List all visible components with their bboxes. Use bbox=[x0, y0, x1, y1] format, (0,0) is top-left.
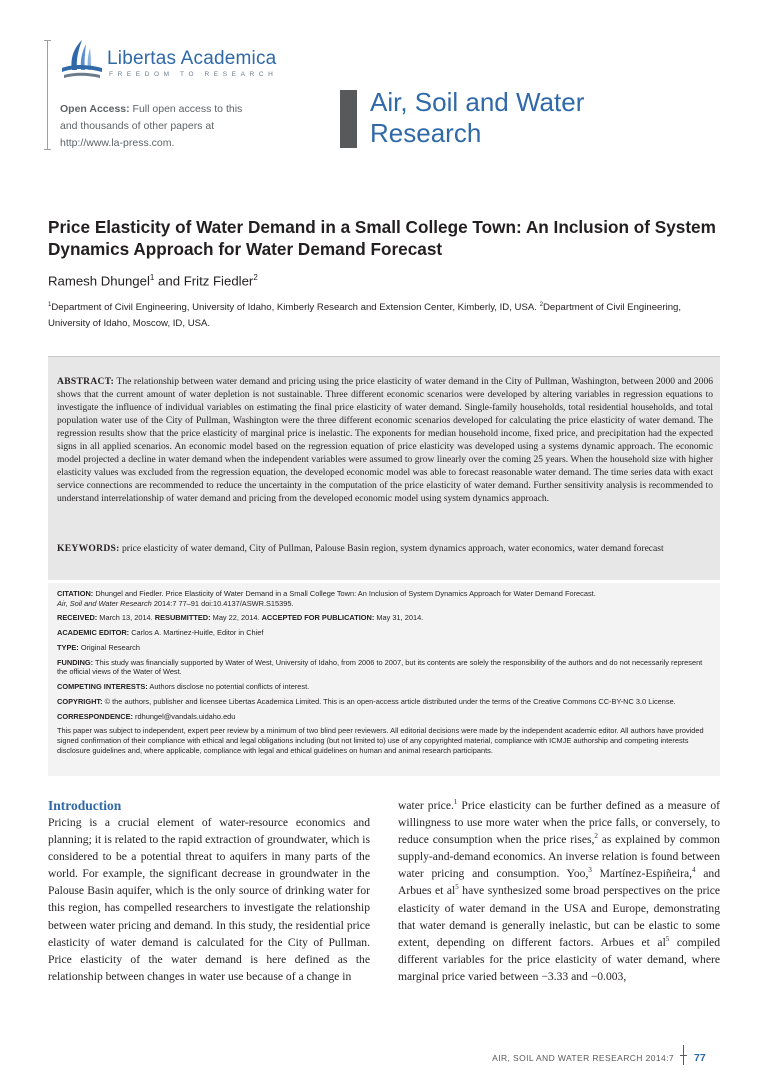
abstract-box bbox=[48, 356, 720, 580]
copyright-label: COPYRIGHT: bbox=[57, 696, 103, 706]
body-text: have synthesized some broad perspectives on the price elasticity of water demand in the USA and Europe, demonstrating that water demand is generally inelastic, but can be elastic to some extent, depending on different factors. Arbues et al bbox=[398, 884, 720, 949]
correspondence-label: CORRESPONDENCE: bbox=[57, 711, 133, 721]
open-access-label: Open Access: bbox=[60, 103, 130, 115]
type-value: Original Research bbox=[78, 642, 140, 652]
body-column-right bbox=[398, 797, 720, 985]
correspondence-value[interactable]: rdhungel@vandals.uidaho.edu bbox=[132, 711, 236, 721]
resubmitted-value: May 22, 2014. bbox=[210, 613, 262, 623]
body-text: compiled different variables for the price elasticity of water demand, where marginal price varied between −3.33 and −0.003, bbox=[398, 935, 721, 983]
reference-mark[interactable]: 5 bbox=[665, 934, 670, 943]
accepted-label: ACCEPTED FOR PUBLICATION: bbox=[261, 613, 375, 623]
footer-journal-ref: AIR, SOIL AND WATER RESEARCH 2014:7 bbox=[492, 1053, 674, 1063]
rule-tick bbox=[44, 149, 51, 150]
section-heading: Introduction bbox=[48, 798, 122, 813]
copyright-value: © the authors, publisher and licensee Libertas Academica Limited. This is an open-access article distributed under the terms of the Creative Commons CC-BY-NC 3.0 License. bbox=[102, 696, 676, 706]
rule-tick bbox=[44, 40, 51, 41]
body-text: Martínez-Espiñeira, bbox=[591, 867, 693, 881]
correspondence-block bbox=[57, 712, 713, 722]
open-access-notice bbox=[60, 101, 260, 152]
received-label: RECEIVED: bbox=[57, 613, 98, 623]
keywords bbox=[57, 542, 713, 555]
received-value: March 13, 2014. bbox=[97, 613, 155, 623]
editor-block bbox=[57, 628, 713, 638]
publisher-name: Libertas Academica bbox=[107, 48, 277, 69]
article-title: Price Elasticity of Water Demand in a Small College Town: An Inclusion of System Dynamics Approach for Water Demand Forecast bbox=[48, 217, 716, 259]
type-block bbox=[57, 643, 713, 653]
header-vertical-rule bbox=[47, 40, 48, 150]
keywords-label: KEYWORDS: bbox=[57, 543, 120, 554]
citation-block bbox=[57, 589, 713, 608]
competing-label: COMPETING INTERESTS: bbox=[57, 682, 148, 692]
reference-mark[interactable]: 5 bbox=[455, 883, 459, 892]
body-text: as explained by common supply-and-demand economics. An inverse relation is found between water pricing and consumption. Yoo, bbox=[398, 833, 720, 881]
author-affil-mark: 2 bbox=[253, 273, 258, 282]
affil-mark: 2 bbox=[539, 302, 543, 308]
affiliations bbox=[48, 297, 722, 332]
journal-title-bar bbox=[340, 90, 357, 148]
footer-rule bbox=[683, 1045, 684, 1065]
copyright-block bbox=[57, 697, 713, 707]
citation-label: CITATION: bbox=[57, 589, 94, 598]
abstract-text: The relationship between water demand and pricing using the price elasticity of water demand in the City of Pullman, Washington, between 2000 and 2006 shows that the current amount of water depletion is not sustainable. Three different economic scenarios were developed by altering variables in regression equations to investigate the influence of individual variables on estimating the final price elasticity of water demand. Single-family households, total residential households, and total population water use of the City of Pullman, Washington were the three different economic scenarios developed for calculating the price elasticity of water demand. The regression results show that the price elasticity of marginal price is inelastic. The exponents for median household income, fixed price, and precipitation had the expected signs in all applied scenarios. An economic model based on the regression equation of price elasticity was developed using a systems dynamic approach. The economic model projected a decline in water demand when the independent variables were assumed to grow linearly over the coming 25 years. When the household size with higher elasticity values was excluded from the regression equation, the developed economic model was able to forecast reasonable water demand. The time series data with exact service connections are recommended to reduce the uncertainty in the computation of the price elasticity of water demand. Further sensitivity analysis is recommended to understand interrelationship of water demand and pricing from the developed economic model using system dynamics approach. bbox=[57, 376, 713, 504]
journal-title: Air, Soil and Water Research bbox=[370, 87, 585, 148]
citation-ref: 2014:7 77–91 doi:10.4137/ASWR.S15395. bbox=[151, 598, 294, 608]
editor-label: ACADEMIC EDITOR: bbox=[57, 628, 130, 638]
author-affil-mark: 1 bbox=[149, 273, 155, 282]
editor-value: Carlos A. Martinez-Huitle, Editor in Chief bbox=[129, 628, 264, 638]
dates-block bbox=[57, 613, 713, 623]
citation-text: Dhungel and Fiedler. Price Elasticity of Water Demand in a Small College Town: An Inclusion of System Dynamics Approach for Water Demand Forecast. bbox=[93, 589, 596, 598]
article-info-box bbox=[48, 583, 720, 776]
page-number: 77 bbox=[694, 1052, 706, 1064]
type-label: TYPE: bbox=[57, 642, 79, 652]
competing-block bbox=[57, 682, 713, 692]
citation-journal: Air, Soil and Water Research bbox=[57, 598, 152, 608]
reference-mark[interactable]: 3 bbox=[588, 866, 592, 875]
body-text: Price elasticity can be further defined as a measure of willingness to use more water when the price falls, or conversely, to reduce consumption when the price rises, bbox=[398, 799, 720, 847]
abstract-label: ABSTRACT: bbox=[57, 376, 115, 387]
funding-block bbox=[57, 658, 713, 677]
author-list bbox=[48, 273, 258, 288]
body-text: and Arbues et al bbox=[398, 867, 720, 898]
keywords-text: price elasticity of water demand, City of Pullman, Palouse Basin region, system dynamics approach, water economics, water demand forecast bbox=[119, 543, 664, 554]
affil-mark: 1 bbox=[48, 302, 52, 308]
body-column-left: Pricing is a crucial element of water-resource economics and planning; it is related to the rapid extraction of groundwater, which is considered to be a potential threat to aquifers in many parts of the world. For example, the significant decrease in groundwater in the Palouse Basin aquifer, which is the only source of drinking water for this region, has compelled researchers to investigate the relationship between water pricing and demand. In this study, the residential price elasticity of water demand is calculated for the City of Pullman. Price elasticity of the water demand is here defined as the relationship between changes in water use because of a change in bbox=[48, 816, 370, 983]
affiliation-text: Department of Civil Engineering, University of Idaho, Kimberly Research and Extension Center, Kimberly, ID, USA. bbox=[51, 302, 540, 314]
reference-mark[interactable]: 1 bbox=[453, 798, 458, 807]
publisher-tagline: FREEDOM TO RESEARCH bbox=[109, 71, 278, 78]
body-text: water price. bbox=[398, 799, 454, 812]
review-note: This paper was subject to independent, expert peer review by a minimum of two blind peer reviewers. All editorial decisions were made by the independent academic editor. All authors have provided signed confirmation of their compliance with ethical and legal obligations including (but not limited to) use of any copyrighted material, compliance with ICMJE authorship and competing interests disclosure guidelines and, where applicable, compliance with legal and ethical guidelines on human and animal research participants. bbox=[57, 726, 704, 755]
reference-mark[interactable]: 4 bbox=[692, 866, 696, 875]
author-name: Fritz Fiedler bbox=[183, 273, 254, 289]
open-access-text: Full open access to this and thousands of other papers at http://www.la-press.com. bbox=[60, 103, 243, 149]
libertas-logo-icon bbox=[60, 38, 104, 84]
funding-label: FUNDING: bbox=[57, 657, 94, 667]
reference-mark[interactable]: 2 bbox=[594, 832, 598, 841]
accepted-value: May 31, 2014. bbox=[374, 613, 424, 623]
author-name: Ramesh Dhungel bbox=[48, 273, 150, 289]
abstract bbox=[57, 375, 713, 505]
competing-value: Authors disclose no potential conflicts of interest. bbox=[147, 682, 310, 692]
affiliation-text: Department of Civil Engineering, University of Idaho, Moscow, ID, USA. bbox=[48, 302, 682, 330]
author-conjunction: and bbox=[154, 273, 184, 289]
funding-value: This study was financially supported by Water of West, University of Idaho, from 2006 to 2007, but its contents are solely the responsibility of the authors and do not necessarily represent the official views of the Water of West. bbox=[57, 657, 703, 677]
rule-tick bbox=[680, 1055, 687, 1056]
resubmitted-label: RESUBMITTED: bbox=[154, 613, 211, 623]
